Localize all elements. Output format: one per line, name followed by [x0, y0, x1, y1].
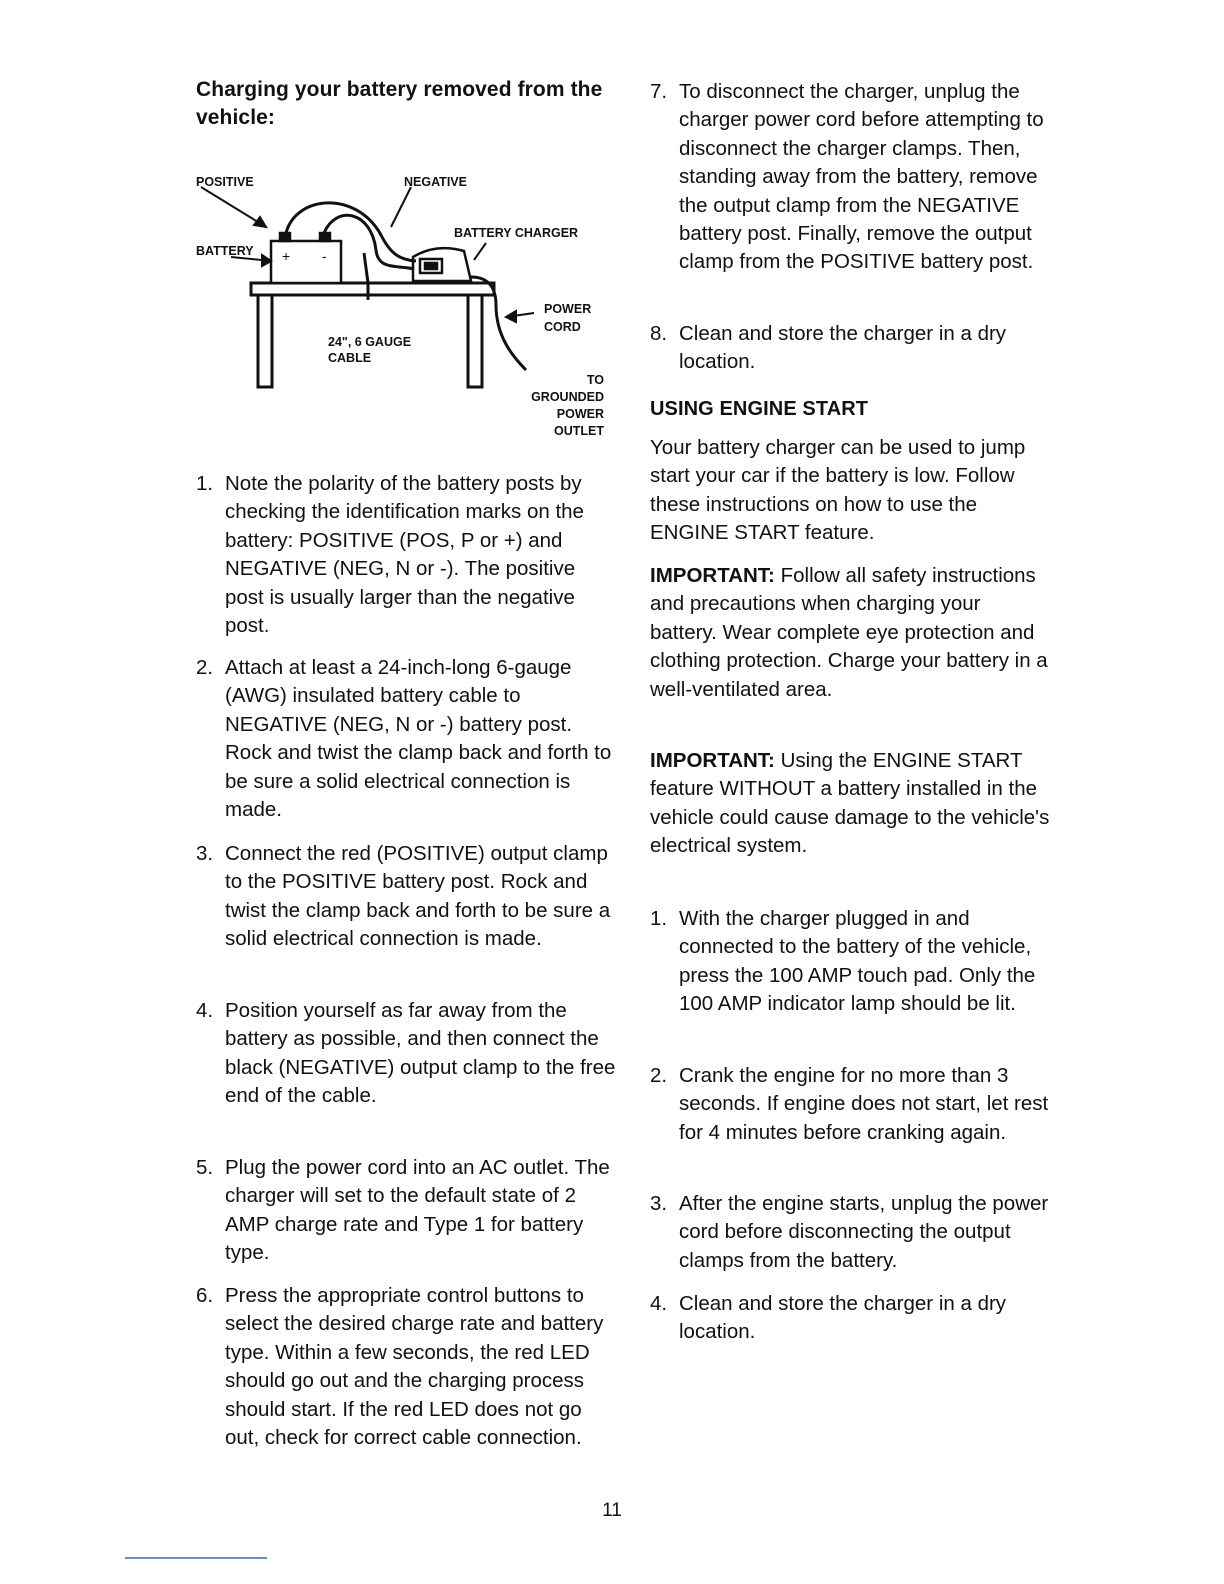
step-number: 7.: [650, 80, 668, 103]
label-negative: NEGATIVE: [404, 175, 467, 189]
left-step-3: [196, 840, 616, 954]
battery-minus-sign: -: [322, 248, 327, 264]
step-number: 3.: [196, 842, 214, 865]
engine-step-2: [650, 1062, 1060, 1147]
step-text: Attach at least a 24-inch-long 6-gauge (AWG) insulated battery cable to NEGATIVE (NEG, N or -) battery post. Rock and twist the clamp back and forth to be sure a solid electrical connection is made.: [225, 656, 612, 822]
label-positive: POSITIVE: [196, 175, 254, 189]
step-number: 4.: [196, 999, 214, 1022]
step-text: Plug the power cord into an AC outlet. The charger will set to the default state of 2 AMP charge rate and Type 1 for battery type.: [225, 1156, 610, 1265]
label-cable-2: CABLE: [328, 351, 372, 365]
important-label: IMPORTANT:: [650, 564, 775, 587]
charger-illustration: [413, 248, 471, 281]
battery-charging-diagram: [196, 165, 616, 445]
step-number: 5.: [196, 1156, 214, 1179]
step-number: 2.: [196, 656, 214, 679]
label-cable-1: 24", 6 GAUGE: [328, 335, 412, 349]
left-step-6: [196, 1282, 616, 1452]
important-text: Follow all safety instructions and precautions when charging your battery. Wear complete eye protection and clothing protection. Charge your battery in a well-ventilated area.: [650, 564, 1048, 701]
step-text: Crank the engine for no more than 3 seconds. If engine does not start, let rest for 4 minutes before cranking again.: [679, 1064, 1049, 1144]
scan-edge-mark: [125, 1557, 267, 1559]
step-number: 1.: [650, 907, 668, 930]
step-text: Connect the red (POSITIVE) output clamp to the POSITIVE battery post. Rock and twist the clamp back and forth to be sure a solid electrical connection is made.: [225, 842, 611, 951]
right-step-7: [650, 78, 1060, 277]
engine-start-intro: Your battery charger can be used to jump start your car if the battery is low. Follow these instructions on how to use the ENGINE START feature.: [650, 436, 1026, 545]
label-outlet-1: TO: [586, 373, 604, 387]
section-heading-removed-battery: Charging your battery removed from the vehicle:: [196, 78, 603, 129]
step-text: Note the polarity of the battery posts by checking the identification marks on the battery: POSITIVE (POS, P or +) and NEGATIVE (NEG, N or -). The positive post is usually larger than the negative post.: [225, 472, 584, 638]
step-text: With the charger plugged in and connected to the battery of the vehicle, press the 100 AMP touch pad. Only the 100 AMP indicator lamp should be lit.: [679, 907, 1036, 1016]
step-number: 6.: [196, 1284, 214, 1307]
engine-step-1: [650, 905, 1060, 1019]
left-step-1: [196, 470, 616, 640]
step-number: 2.: [650, 1064, 668, 1087]
engine-step-3: [650, 1190, 1060, 1275]
important-text: Using the ENGINE START feature WITHOUT a battery installed in the vehicle could cause damage to the vehicle's electrical system.: [650, 749, 1050, 858]
battery-plus-sign: +: [282, 248, 291, 264]
label-battery-charger: BATTERY CHARGER: [454, 226, 579, 240]
step-text: After the engine starts, unplug the power cord before disconnecting the output clamps from the battery.: [679, 1192, 1049, 1272]
important-note-1: [650, 562, 1050, 704]
step-number: 8.: [650, 322, 668, 345]
important-note-2: [650, 747, 1050, 861]
label-battery: BATTERY: [196, 244, 254, 258]
step-number: 4.: [650, 1292, 668, 1315]
section-heading-engine-start: USING ENGINE START: [650, 398, 869, 420]
important-label: IMPORTANT:: [650, 749, 775, 772]
label-outlet-3: POWER: [556, 407, 604, 421]
step-number: 1.: [196, 472, 214, 495]
step-number: 3.: [650, 1192, 668, 1215]
step-text: Press the appropriate control buttons to select the desired charge rate and battery type. Within a few seconds, the red LED should go out and the charging process should start. If the red LED does not go out, check for correct cable connection.: [225, 1284, 604, 1450]
left-step-5: [196, 1154, 616, 1268]
label-outlet-2: GROUNDED: [531, 390, 604, 404]
left-step-4: [196, 997, 616, 1111]
engine-step-4: [650, 1290, 1060, 1347]
step-text: Clean and store the charger in a dry location.: [679, 1292, 1007, 1344]
label-power-cord-1: POWER: [544, 302, 592, 316]
left-step-2: [196, 654, 616, 824]
label-power-cord-2: CORD: [544, 320, 581, 334]
page-number: 11: [602, 1500, 622, 1521]
right-step-8: [650, 320, 1060, 377]
label-outlet-4: OUTLET: [554, 424, 604, 438]
step-text: To disconnect the charger, unplug the charger power cord before attempting to disconnect the charger clamps. Then, standing away from the battery, remove the output clamp from the NEGATIVE battery post. Finally, remove the output clamp from the POSITIVE battery post.: [679, 80, 1044, 274]
step-text: Clean and store the charger in a dry location.: [679, 322, 1007, 374]
step-text: Position yourself as far away from the battery as possible, and then connect the black (NEGATIVE) output clamp to the free end of the cable.: [225, 999, 616, 1108]
